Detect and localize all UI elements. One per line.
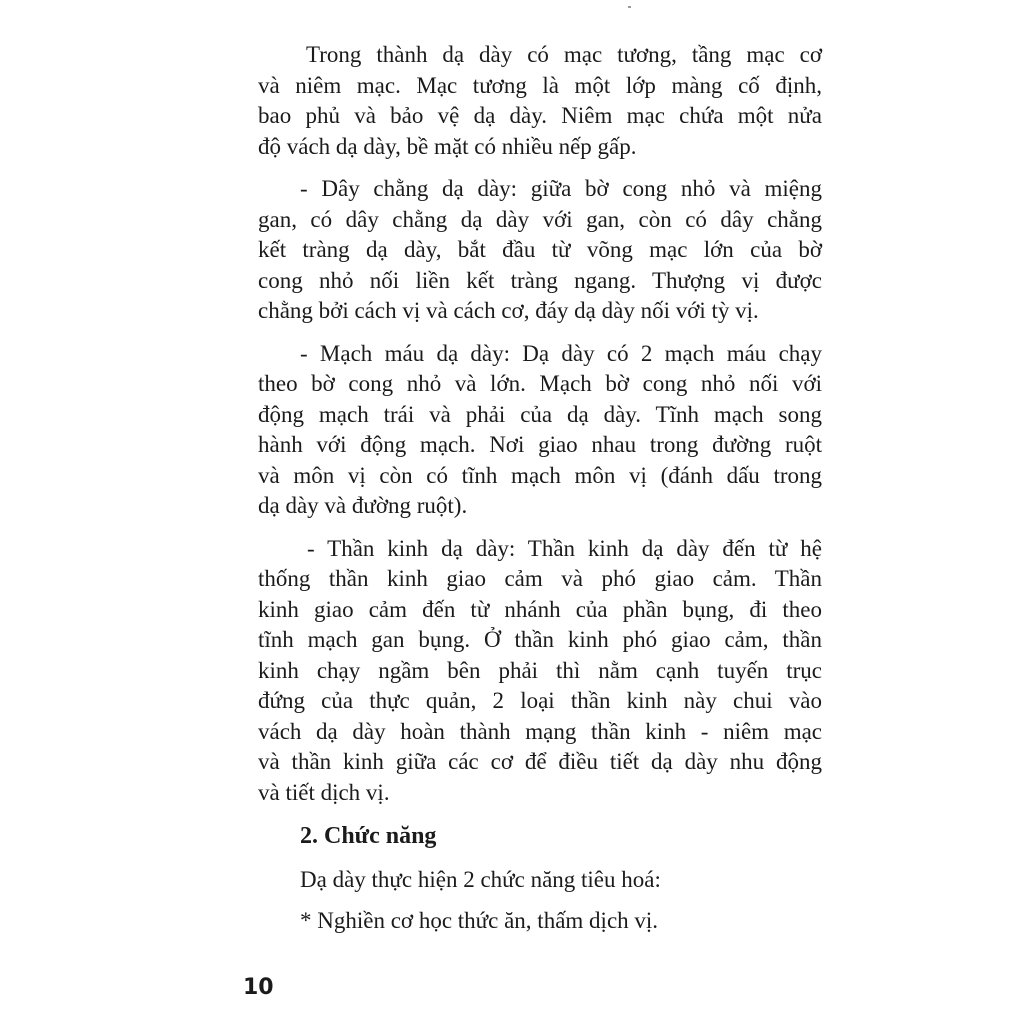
paragraph-nerves: [258, 534, 822, 809]
section-list-item: * Nghiền cơ học thức ăn, thấm dịch vị.: [300, 908, 659, 933]
page-number: 10: [243, 975, 274, 1000]
text-line: động mạch trái và phải của dạ dày. Tĩnh mạch song: [258, 401, 822, 427]
text-line: và thần kinh giữa các cơ để điều tiết dạ dày nhu động: [258, 749, 822, 774]
text-line: - Dây chằng dạ dày: giữa bờ cong nhỏ và miệng: [300, 176, 822, 201]
text-line: theo bờ cong nhỏ và lớn. Mạch bờ cong nhỏ nối với: [258, 371, 822, 396]
paragraph-blood-vessels: [258, 339, 822, 522]
text-line: bao phủ và bảo vệ dạ dày. Niêm mạc chứa một nửa: [258, 103, 822, 128]
section-intro: Dạ dày thực hiện 2 chức năng tiêu hoá:: [300, 866, 661, 892]
text-line: kinh giao cảm đến từ nhánh của phần bụng, đi theo: [258, 596, 822, 622]
text-line: và niêm mạc. Mạc tương là một lớp màng cố định,: [258, 72, 822, 98]
text-line: kinh chạy ngầm bên phải thì nằm cạnh tuyến trục: [258, 657, 822, 683]
text-line: đứng của thực quản, 2 loại thần kinh này chui vào: [258, 688, 822, 713]
page-body: [258, 40, 822, 937]
section-heading: 2. Chức năng: [300, 823, 437, 849]
paragraph-stomach-wall: [258, 40, 822, 162]
text-line: và môn vị còn có tĩnh mạch môn vị (đánh dấu trong: [258, 462, 822, 488]
text-line: chằng bởi cách vị và cách cơ, đáy dạ dày nối với tỳ vị.: [258, 298, 759, 323]
text-line: tĩnh mạch gan bụng. Ở thần kinh phó giao cảm, thần: [258, 627, 822, 652]
text-line: độ vách dạ dày, bề mặt có nhiều nếp gấp.: [258, 133, 637, 159]
paragraph-ligaments: [258, 174, 822, 327]
text-line: Trong thành dạ dày có mạc tương, tầng mạc cơ: [306, 42, 822, 67]
text-line: kết tràng dạ dày, bắt đầu từ võng mạc lớn của bờ: [258, 237, 822, 262]
text-line: và tiết dịch vị.: [258, 779, 390, 805]
text-line: - Mạch máu dạ dày: Dạ dày có 2 mạch máu chạy: [300, 340, 822, 366]
text-line: cong nhỏ nối liền kết tràng ngang. Thượng vị được: [258, 267, 822, 293]
text-line: - Thần kinh dạ dày: Thần kinh dạ dày đến từ hệ: [307, 535, 822, 561]
text-line: vách dạ dày hoàn thành mạng thần kinh - niêm mạc: [258, 718, 822, 744]
text-line: dạ dày và đường ruột).: [258, 493, 468, 518]
text-line: hành với động mạch. Nơi giao nhau trong đường ruột: [258, 432, 822, 457]
scan-speck: [628, 6, 631, 8]
text-line: gan, có dây chằng dạ dày với gan, còn có dây chằng: [258, 206, 822, 232]
text-line: thống thần kinh giao cảm và phó giao cảm. Thần: [258, 566, 822, 591]
